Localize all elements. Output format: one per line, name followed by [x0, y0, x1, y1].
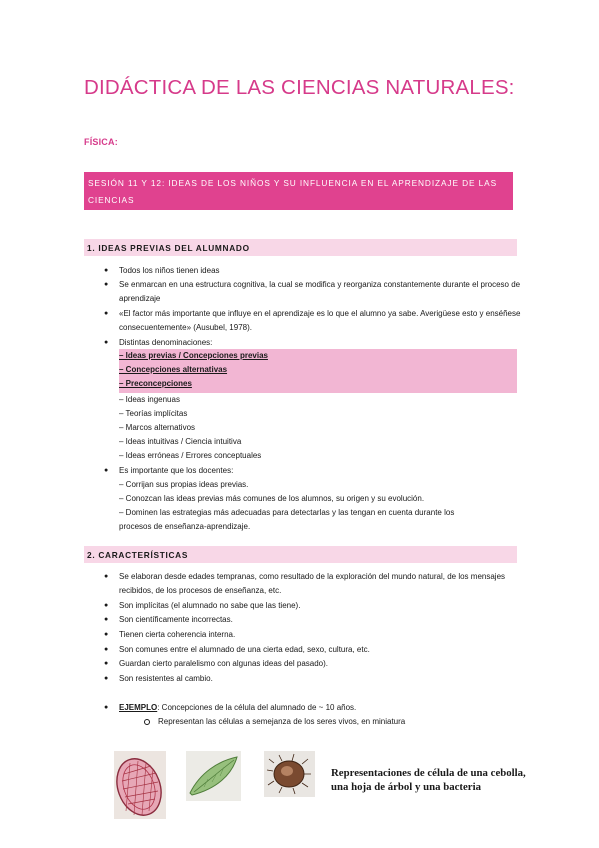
figure-caption: Representaciones de célula de una cebolla, una hoja de árbol y una bacteria — [331, 767, 526, 793]
highlighted-term: – Concepciones alternativas — [119, 365, 228, 374]
subject-label: FÍSICA: — [84, 137, 118, 147]
highlighted-term: – Preconcepciones — [119, 379, 192, 388]
bullet-icon: ● — [104, 704, 109, 711]
bullet-icon: ● — [104, 267, 109, 274]
denomination-item: – Ideas erróneas / Errores conceptuales — [119, 451, 262, 460]
denomination-item: – Ideas intuitivas / Ciencia intuitiva — [119, 437, 242, 446]
denomination-item: – Teorías implícitas — [119, 409, 188, 418]
bacteria-cell-drawing — [264, 751, 315, 797]
bullet-icon: ● — [104, 602, 109, 609]
circle-bullet-icon — [144, 719, 150, 725]
document-page: DIDÁCTICA DE LAS CIENCIAS NATURALES: FÍSICA: SESIÓN 11 Y 12: IDEAS DE LOS NIÑOS Y SU INFLUENCIA EN EL APRENDIZAJE DE LAS CIENCIAS 1. IDEAS PREVIAS DEL ALUMNADO ● Todos los niños tienen ideas ● Se enmarcan en una estructura cognitiva, la cual se modifica y reorganiza constantemente durante el proceso de aprendizaje ● «El factor más importante que influye en el aprendizaje es lo que el alumno ya sabe. Averigüese esto y enséñese consecuentemente» (Ausubel, 1978). ● Distintas denominaciones: – Ideas previas / Concepciones previas – Concepciones alternativas – Preconcepciones – Ideas ingenuas – Teorías implícitas – Marcos alternativos – Ideas intuitivas / Ciencia intuitiva – Ideas erróneas / Errores conceptuales ● Es importante que los docentes: – Corrijan sus propias ideas previas. – Conozcan las ideas previas más comunes de los alumnos, su origen y su evolución. – Dominen las estrategias más adecuadas para detectarlas y las tengan en cuenta durante los procesos de enseñanza-aprendizaje. 2. CARACTERÍSTICAS ● Se elaboran desde edades tempranas, como resultado de la exploración del mundo natural, de los mensajes recibidos, de los procesos de enseñanza, etc. ● Son implícitas (el alumnado no sabe que las tiene). ● Son científicamente incorrectas. ● Tienen cierta coherencia interna. ● Son comunes entre el alumnado de una cierta edad, sexo, cultura, etc. ● Guardan cierto paralelismo con algunas ideas del pasado). ● Son resistentes al cambio. ● EJEMPLO: Concepciones de la célula del alumnado de ~ 10 años. Representan las células a semejanza de los seres vivos, en miniatura Representaciones de célula de una cebolla, una hoja de árbol y una bacteria — [0, 0, 599, 848]
bullet-icon: ● — [104, 675, 109, 682]
highlighted-term: – Ideas previas / Concepciones previas — [119, 351, 268, 360]
example-label: EJEMPLO — [119, 703, 158, 712]
denomination-item: – Marcos alternativos — [119, 423, 196, 432]
bullet-icon: ● — [104, 573, 109, 580]
bullet-icon: ● — [104, 467, 109, 474]
leaf-cell-drawing — [186, 751, 241, 801]
session-banner: SESIÓN 11 Y 12: IDEAS DE LOS NIÑOS Y SU INFLUENCIA EN EL APRENDIZAJE DE LAS CIENCIAS — [84, 172, 513, 210]
bullet-icon: ● — [104, 339, 109, 346]
teacher-item: – Dominen las estrategias más adecuadas para detectarlas y las tengan en cuenta durante los — [119, 508, 455, 517]
bullet-icon: ● — [104, 310, 109, 317]
teacher-item: procesos de enseñanza-aprendizaje. — [119, 522, 251, 531]
bullet-icon: ● — [104, 660, 109, 667]
bullet-icon: ● — [104, 646, 109, 653]
teacher-item: – Conozcan las ideas previas más comunes de los alumnos, su origen y su evolución. — [119, 494, 425, 503]
section-heading-caracteristicas: 2. CARACTERÍSTICAS — [84, 546, 517, 563]
denomination-item: – Ideas ingenuas — [119, 395, 180, 404]
document-title: DIDÁCTICA DE LAS CIENCIAS NATURALES: — [84, 76, 515, 99]
bullet-icon: ● — [104, 616, 109, 623]
bullet-icon: ● — [104, 281, 109, 288]
bullet-icon: ● — [104, 631, 109, 638]
onion-cell-drawing — [114, 751, 166, 819]
section-heading-ideas-previas: 1. IDEAS PREVIAS DEL ALUMNADO — [84, 239, 517, 256]
teacher-item: – Corrijan sus propias ideas previas. — [119, 480, 249, 489]
example-text: : Concepciones de la célula del alumnado de ~ 10 años. — [157, 703, 357, 712]
